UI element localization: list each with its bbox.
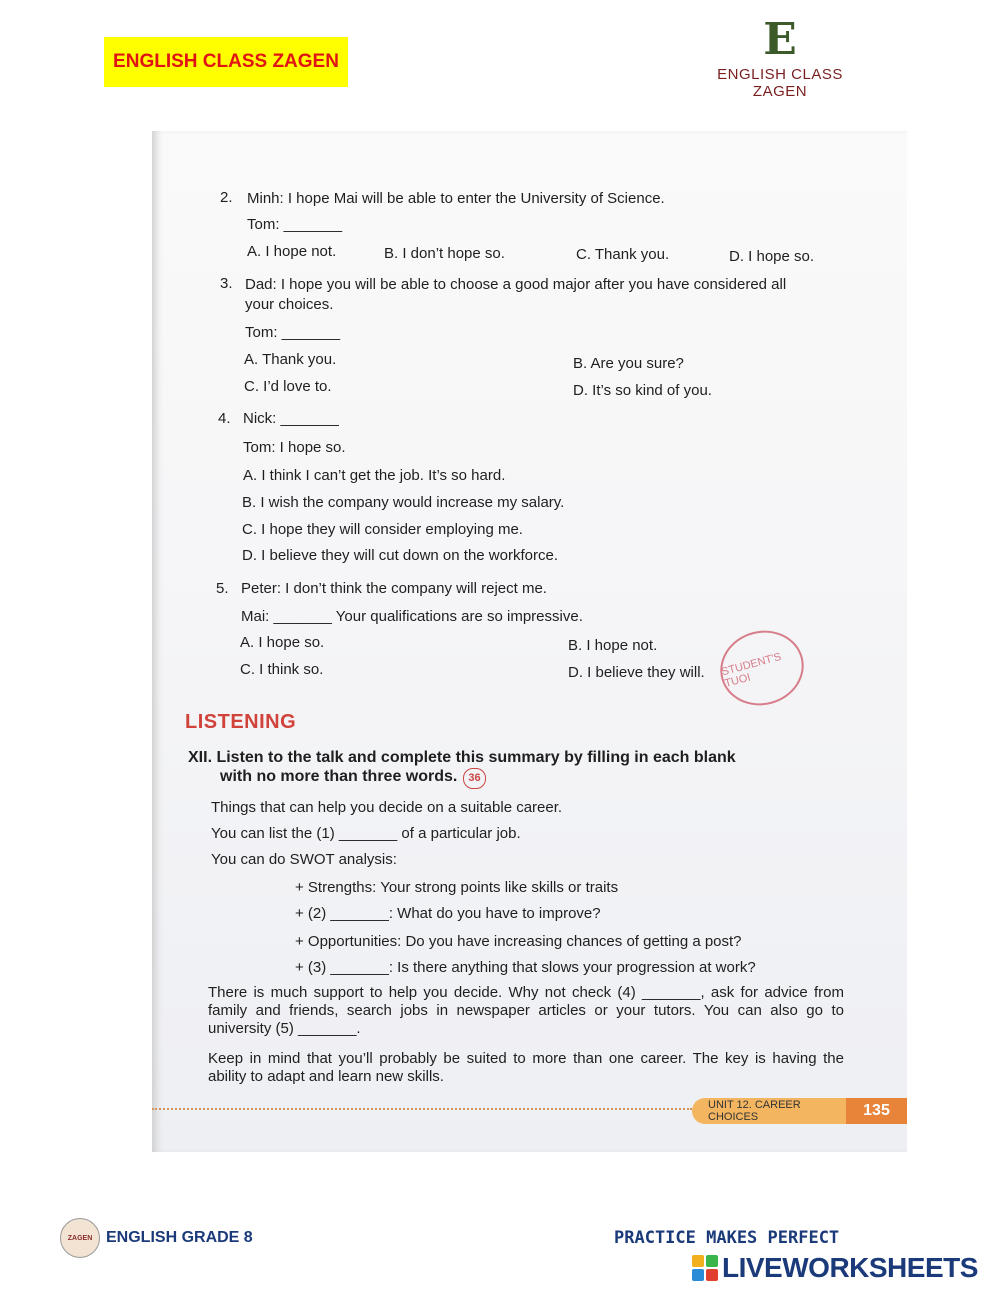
question-2-prompt: Minh: I hope Mai will be able to enter the University of Science. xyxy=(247,190,665,207)
summary-paragraph-2: Keep in mind that you’ll probably be suited to more than one career. The key is having the ability to adapt and learn new skills. xyxy=(208,1050,844,1085)
summary-line-2: You can list the (1) _______ of a particular job. xyxy=(211,825,521,842)
logo-letter: E xyxy=(763,14,797,65)
question-2-option-c: C. Thank you. xyxy=(576,246,670,263)
question-5-option-a: A. I hope so. xyxy=(240,634,325,651)
stamp-text: STUDENT'S TUOI xyxy=(720,650,783,690)
summary-line-3: You can do SWOT analysis: xyxy=(211,851,397,868)
swot-opportunities: + Opportunities: Do you have increasing chances of getting a post? xyxy=(295,933,742,950)
badge-text: ZAGEN xyxy=(67,1234,93,1242)
instruction-line-1: XII. Listen to the talk and complete this summary by filling in each blank xyxy=(188,749,736,766)
class-tag xyxy=(104,37,348,87)
logo-square-4 xyxy=(706,1269,718,1281)
question-5-line2: Mai: _______ Your qualifications are so impressive. xyxy=(241,608,583,625)
swot-weaknesses: + (2) _______: What do you have to improve? xyxy=(295,905,601,922)
question-5-option-b: B. I hope not. xyxy=(568,637,658,654)
instruction-line-2: with no more than three words. xyxy=(220,768,458,785)
question-5-option-d: D. I believe they will. xyxy=(568,664,705,681)
question-5-number: 5. xyxy=(216,580,229,597)
question-3-option-c: C. I’d love to. xyxy=(244,378,332,395)
question-3-option-d: D. It’s so kind of you. xyxy=(573,382,712,399)
class-logo xyxy=(690,8,870,100)
question-4-number: 4. xyxy=(218,410,231,427)
liveworksheets-logo-icon xyxy=(692,1255,718,1281)
swot-threats: + (3) _______: Is there anything that slows your progression at work? xyxy=(295,959,756,976)
instruction-line-2-wrap xyxy=(188,767,858,789)
question-3-option-a: A. Thank you. xyxy=(244,351,337,368)
question-4-line2: Tom: I hope so. xyxy=(243,439,346,456)
summary-paragraph-1: There is much support to help you decide. Why not check (4) _______, ask for advice from family and friends, search jobs in newspaper articles or your tutors. You can also go to university (5) _______. xyxy=(208,984,844,1037)
school-badge-icon xyxy=(60,1218,100,1258)
question-2-line2: Tom: _______ xyxy=(247,216,343,233)
footer-motto: PRACTICE MAKES PERFECT xyxy=(614,1228,840,1248)
logo-square-3 xyxy=(692,1269,704,1281)
question-2-option-a: A. I hope not. xyxy=(247,243,337,260)
liveworksheets-text: LIVEWORKSHEETS xyxy=(722,1252,978,1283)
question-5-prompt: Peter: I don’t think the company will reject me. xyxy=(241,580,547,597)
footer-left xyxy=(60,1218,253,1258)
question-3-prompt-cont: your choices. xyxy=(245,296,334,313)
question-3-number: 3. xyxy=(220,275,233,292)
class-tag-label: ENGLISH CLASS ZAGEN xyxy=(113,51,339,72)
listening-instruction xyxy=(188,748,858,789)
question-2-option-b: B. I don’t hope so. xyxy=(384,245,505,262)
footer-dotted-line xyxy=(152,1108,692,1110)
question-5-option-c: C. I think so. xyxy=(240,661,324,678)
question-3-option-b: B. Are you sure? xyxy=(573,355,684,372)
question-4-option-c: C. I hope they will consider employing me. xyxy=(242,521,523,538)
summary-line-1: Things that can help you decide on a suitable career. xyxy=(211,799,563,816)
question-2-option-d: D. I hope so. xyxy=(729,248,815,265)
textbook-page-scan xyxy=(152,131,907,1152)
listening-heading: LISTENING xyxy=(185,711,297,733)
question-3-prompt: Dad: I hope you will be able to choose a good major after you have considered all xyxy=(245,276,787,293)
unit-label: UNIT 12. CAREER CHOICES xyxy=(692,1098,852,1124)
footer-grade-label: ENGLISH GRADE 8 xyxy=(106,1229,253,1246)
question-4-prompt: Nick: _______ xyxy=(243,410,339,427)
question-4-option-b: B. I wish the company would increase my salary. xyxy=(242,494,565,511)
question-4-option-a: A. I think I can’t get the job. It’s so hard. xyxy=(243,467,506,484)
audio-track-icon[interactable]: 36 xyxy=(463,768,485,789)
page-number: 135 xyxy=(846,1098,907,1124)
swot-strengths: + Strengths: Your strong points like skills or traits xyxy=(295,879,619,896)
logo-text: ENGLISH CLASS ZAGEN xyxy=(717,66,843,100)
question-2-number: 2. xyxy=(220,189,233,206)
logo-square-2 xyxy=(706,1255,718,1267)
question-4-option-d: D. I believe they will cut down on the workforce. xyxy=(242,547,558,564)
school-stamp xyxy=(712,621,812,714)
logo-square-1 xyxy=(692,1255,704,1267)
liveworksheets-brand[interactable] xyxy=(692,1252,978,1284)
question-3-line2: Tom: _______ xyxy=(245,324,341,341)
